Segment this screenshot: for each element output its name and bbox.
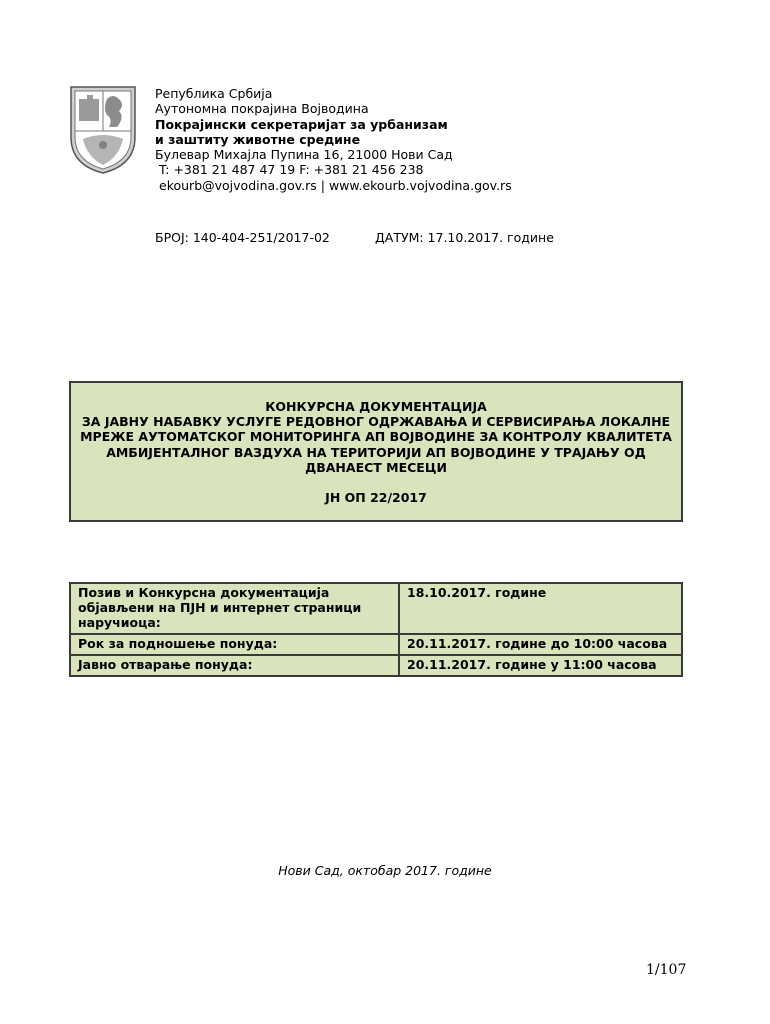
document-date: ДАТУМ: 17.10.2017. године xyxy=(375,230,554,245)
deadlines-table xyxy=(69,582,683,677)
document-title xyxy=(71,399,681,475)
row-value: 20.11.2017. године до 10:00 часова xyxy=(399,634,682,655)
place-and-date: Нови Сад, октобар 2017. године xyxy=(278,863,492,878)
header-address: Булевар Михајла Пупина 16, 21000 Нови Сад xyxy=(155,147,453,163)
procurement-code: ЈН ОП 22/2017 xyxy=(325,490,427,506)
header-email-web: ekourb@vojvodina.gov.rs | www.ekourb.vojvodina.gov.rs xyxy=(159,177,512,193)
title-line: ЗА ЈАВНУ НАБАВКУ УСЛУГЕ РЕДОВНОГ ОДРЖАВАЊА И СЕРВИСИРАЊА ЛОКАЛНЕ xyxy=(81,414,671,430)
row-value: 20.11.2017. године у 11:00 часова xyxy=(399,655,682,676)
row-value: 18.10.2017. године xyxy=(399,583,682,634)
header-province: Аутономна покрајина Војводина xyxy=(155,101,369,117)
header-secretariat-line-1: Покрајински секретаријат за урбанизам xyxy=(155,116,448,132)
title-line: АМБИЈЕНТАЛНОГ ВАЗДУХА НА ТЕРИТОРИЈИ АП ВОЈВОДИНЕ У ТРАЈАЊУ ОД xyxy=(106,444,646,460)
row-label: Јавно отварање понуда: xyxy=(70,655,399,676)
coat-of-arms-icon xyxy=(69,85,137,175)
title-line: МРЕЖЕ АУТОМАТСКОГ МОНИТОРИНГА АП ВОЈВОДИНЕ ЗА КОНТРОЛУ КВАЛИТЕТА xyxy=(80,429,672,445)
institution-header xyxy=(155,86,512,193)
title-line: КОНКУРСНА ДОКУМЕНТАЦИЈА xyxy=(265,399,487,414)
reference-line xyxy=(155,230,554,245)
table-row xyxy=(70,583,682,634)
document-number: БРОЈ: 140-404-251/2017-02 xyxy=(155,230,330,245)
header-secretariat-line-2: и заштиту животне средине xyxy=(155,131,361,147)
row-label: Рок за подношење понуда: xyxy=(70,634,399,655)
header-country: Република Србија xyxy=(155,86,273,101)
table-row xyxy=(70,655,682,676)
page-number: 1/107 xyxy=(646,962,687,978)
header-phone-fax: T: +381 21 487 47 19 F: +381 21 456 238 xyxy=(159,162,424,178)
title-line: ДВАНАЕСТ МЕСЕЦИ xyxy=(305,459,447,475)
row-label: Позив и Конкурсна документација објављени на ПЈН и интернет страници наручиоца: xyxy=(70,583,399,634)
table-row xyxy=(70,634,682,655)
title-box xyxy=(69,381,683,522)
